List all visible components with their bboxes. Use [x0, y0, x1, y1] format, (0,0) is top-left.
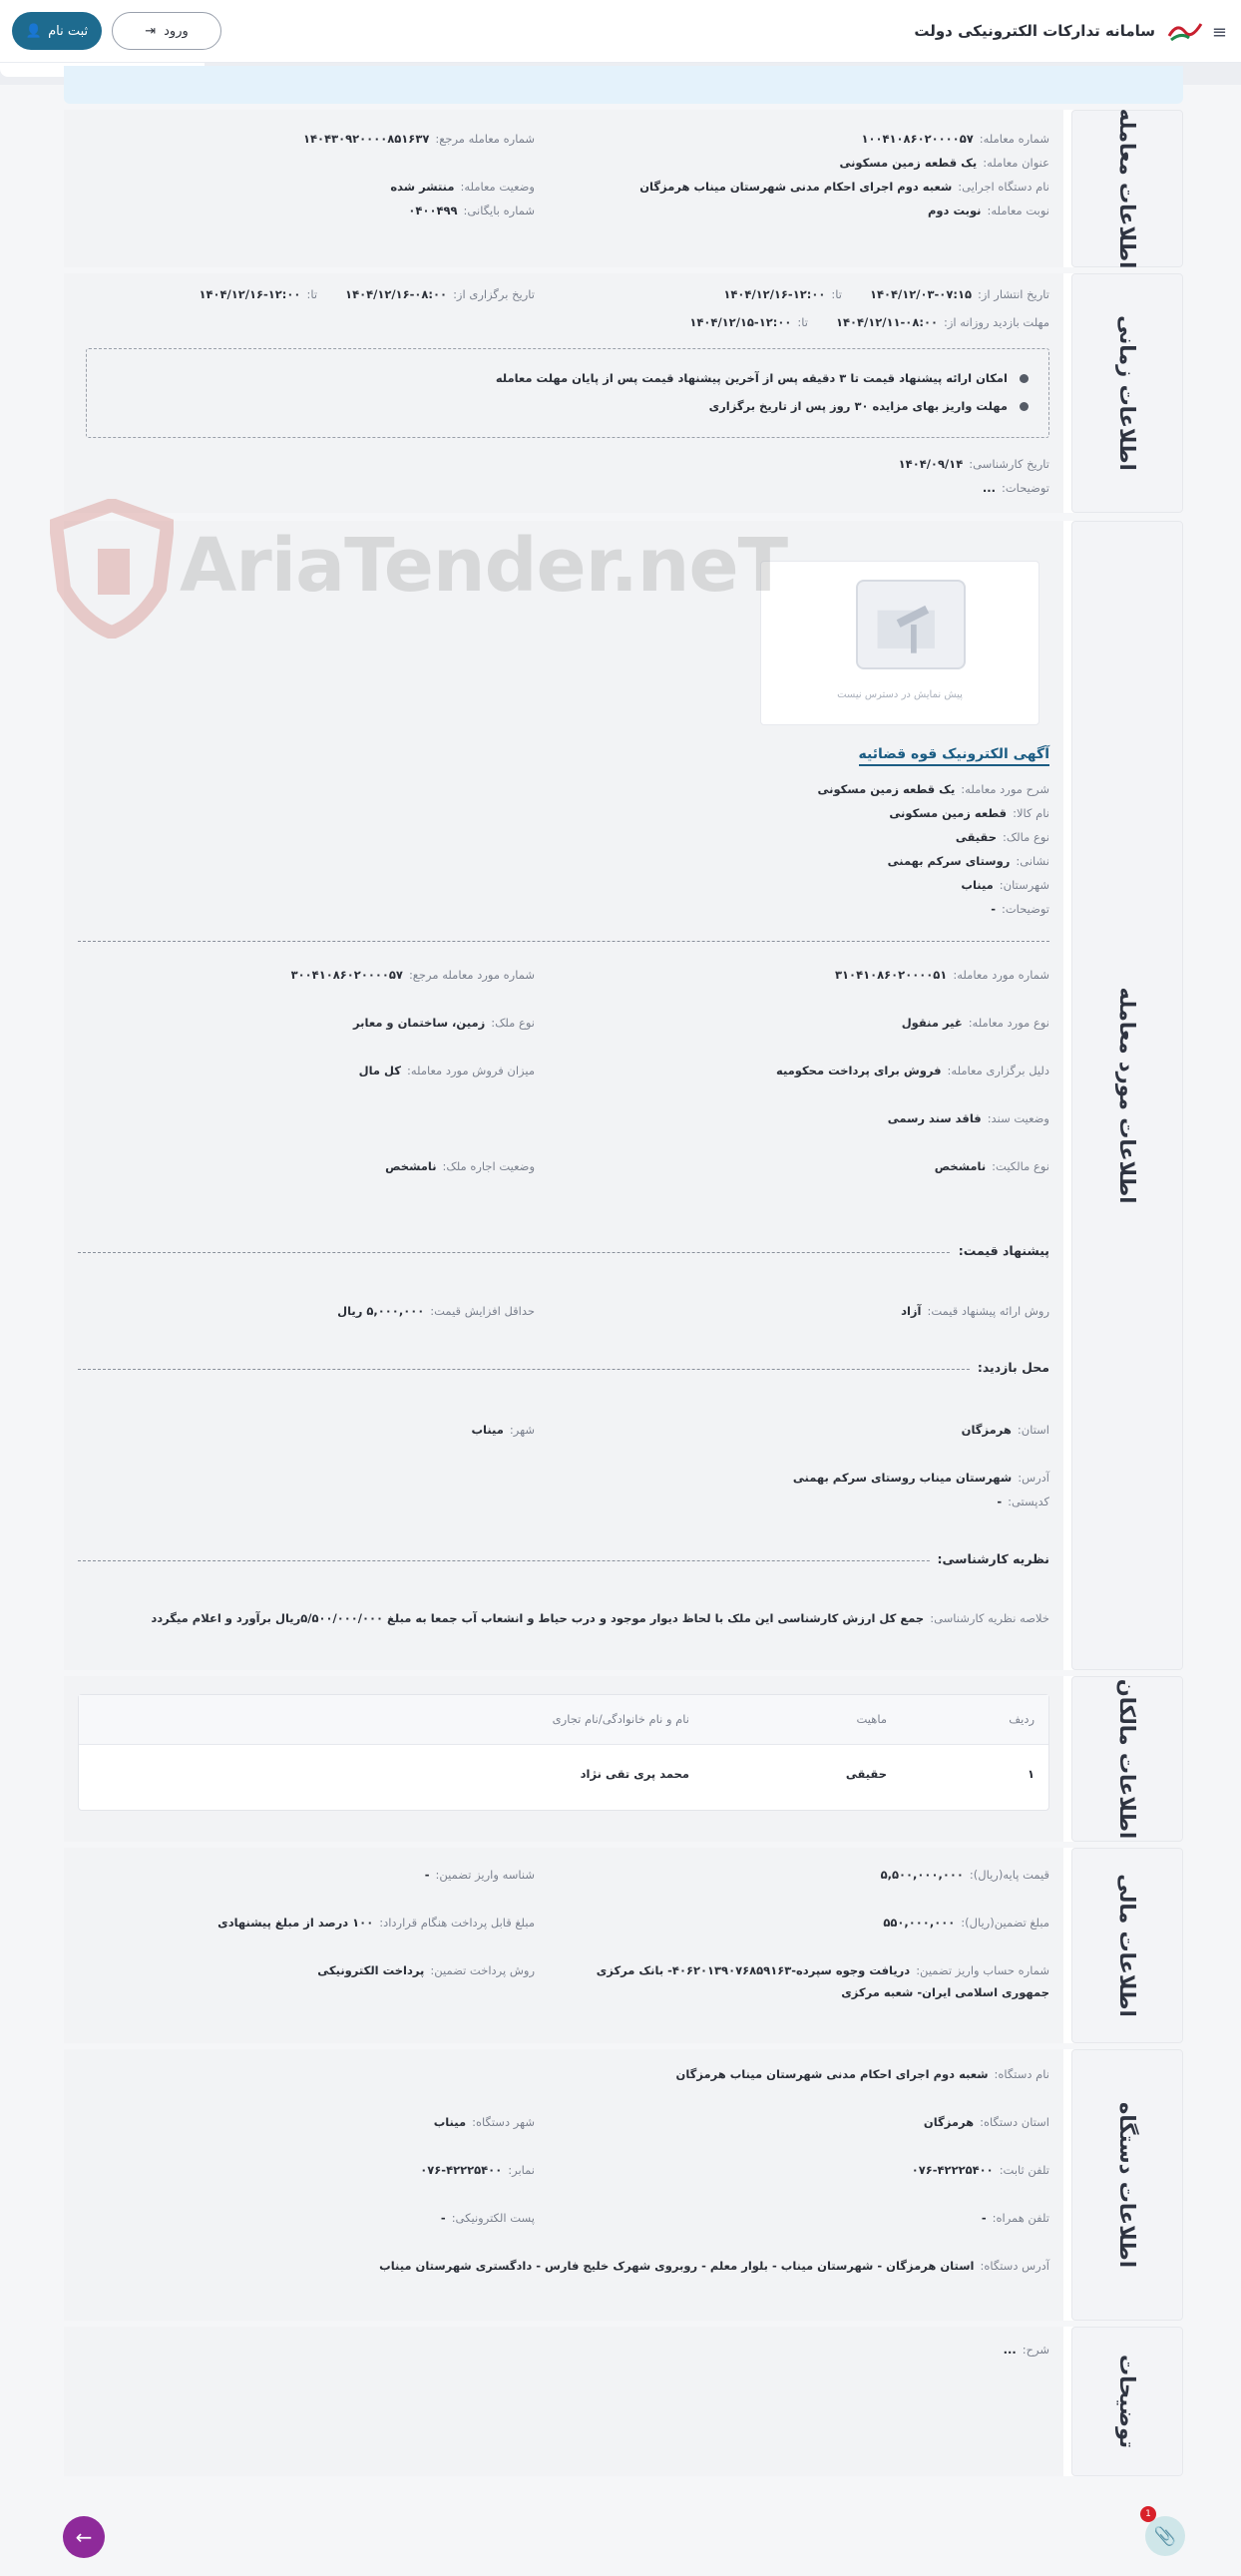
hold-to: ۱۴۰۴/۱۲/۱۶-۱۲:۰۰: [199, 287, 301, 301]
postal-label: کدپستی:: [1008, 1495, 1049, 1508]
desc-value: ...: [982, 481, 996, 495]
archive-label: شماره بایگانی:: [463, 204, 535, 217]
fax-value: ۰۷۶-۴۲۲۲۵۴۰۰: [420, 2163, 503, 2177]
section-side-title: اطلاعات مالی: [1071, 1848, 1183, 2043]
mobile-label: تلفن همراه:: [992, 2211, 1049, 2225]
agency-city-label: شهر دستگاه:: [472, 2115, 535, 2129]
county-label: شهرستان:: [999, 878, 1049, 892]
reason-value: فروش برای پرداخت محکومیه: [776, 1064, 942, 1077]
owner-type-label: نوع مالک:: [1003, 830, 1049, 844]
deposit-id-label: شناسه واریز تضمین:: [435, 1868, 535, 1882]
section-side-title: اطلاعات زمانی: [1071, 273, 1183, 513]
image-placeholder: [760, 561, 1039, 725]
divider: [78, 1252, 1049, 1253]
min-increase-label: حداقل افزایش قیمت:: [430, 1304, 535, 1318]
visit-address-label: آدرس:: [1018, 1471, 1049, 1485]
notes-value: -: [991, 902, 996, 916]
gavel-icon: [856, 580, 966, 669]
register-button[interactable]: [12, 12, 102, 50]
bullet-icon: [1020, 374, 1029, 383]
method-value: آزاد: [901, 1304, 922, 1318]
section-side-title: اطلاعات مورد معامله: [1071, 521, 1183, 1670]
login-label: ورود: [164, 23, 189, 39]
item-number: ۳۱۰۴۱۰۸۶۰۲۰۰۰۰۵۱: [835, 968, 948, 982]
arrow-left-icon: ←: [75, 2525, 93, 2549]
email-value: -: [440, 2211, 446, 2225]
paperclip-icon: 📎: [1153, 2525, 1177, 2547]
base-price-label: قیمت پایه(ریال):: [969, 1868, 1049, 1882]
agency-province: هرمزگان: [923, 2115, 975, 2129]
agency-section: [64, 2049, 1183, 2321]
attachments-badge: 1: [1140, 2506, 1156, 2522]
doc-status-label: وضعیت سند:: [987, 1111, 1049, 1125]
fax-label: نمابر:: [508, 2163, 535, 2177]
price-heading: پیشنهاد قیمت:: [951, 1243, 1049, 1258]
attachments-button[interactable]: [1145, 2516, 1185, 2556]
province-label: استان:: [1017, 1423, 1049, 1437]
item-number-label: شماره مورد معامله:: [953, 968, 1049, 982]
guarantee-label: مبلغ تضمین(ریال):: [961, 1916, 1049, 1930]
owner-type: حقیقی: [955, 830, 997, 844]
login-button[interactable]: [112, 12, 221, 50]
top-bar: [0, 0, 1241, 63]
agency-label: نام دستگاه اجرایی:: [958, 180, 1049, 194]
sale-amount: کل مال: [358, 1064, 401, 1077]
base-price: ۵,۵۰۰,۰۰۰,۰۰۰: [880, 1868, 964, 1882]
header-row-number: ردیف: [1009, 1712, 1034, 1726]
deal-title: یک قطعه زمین مسکونی: [839, 156, 978, 170]
expert-date: ۱۴۰۴/۰۹/۱۴: [898, 457, 964, 471]
owners-table: [78, 1694, 1049, 1811]
hold-label: تاریخ برگزاری از:: [453, 287, 535, 301]
agency-name: شعبه دوم اجرای احکام مدنی شهرستان میناب هرمزگان: [675, 2067, 989, 2081]
address-label: نشانی:: [1016, 854, 1049, 868]
login-icon: ⇥: [145, 23, 157, 39]
notice-item: امکان ارائه پیشنهاد قیمت تا ۳ دقیقه پس از آخرین پیشنهاد قیمت پس از پایان مهلت معامله: [495, 371, 1008, 385]
header-name: نام و نام خانوادگی/نام تجاری: [552, 1712, 689, 1726]
deal-info-section: [64, 110, 1183, 267]
postal-value: -: [997, 1495, 1003, 1508]
divider: [78, 1369, 1049, 1370]
reason-label: دلیل برگزاری معامله:: [947, 1064, 1049, 1077]
item-ref: ۳۰۰۴۱۰۸۶۰۲۰۰۰۰۵۷: [290, 968, 403, 982]
hold-from: ۱۴۰۴/۱۲/۱۶-۰۸:۰۰: [345, 287, 448, 301]
timing-section: [64, 273, 1183, 513]
city-label: شهر:: [509, 1423, 535, 1437]
alert-strip: [64, 66, 1183, 104]
image-caption: پیش نمایش در دسترس نیست: [837, 689, 963, 700]
agency-name: شعبه دوم اجرای احکام مدنی شهرستان میناب هرمزگان: [639, 180, 953, 194]
divider: [78, 1560, 1049, 1561]
expert-date-label: تاریخ کارشناسی:: [969, 457, 1049, 471]
ariatender-watermark: [50, 499, 788, 639]
status-label: وضعیت معامله:: [460, 180, 535, 194]
menu-icon[interactable]: ≡: [1211, 22, 1227, 43]
section-side-title: اطلاعات دستگاه: [1071, 2049, 1183, 2321]
phone-value: ۰۷۶-۴۲۲۲۵۴۰۰: [911, 2163, 994, 2177]
shield-logo-icon: [50, 499, 174, 639]
owner-type-cell: حقیقی: [845, 1767, 887, 1781]
ref-number-label: شماره معامله مرجع:: [435, 132, 535, 146]
ad-title-link[interactable]: آگهی الکترونیک قوه قضائیه: [859, 746, 1050, 766]
deal-number: ۱۰۰۴۱۰۸۶۰۲۰۰۰۰۵۷: [861, 132, 974, 146]
finance-section: [64, 1848, 1183, 2043]
ref-number: ۱۴۰۴۳۰۹۲۰۰۰۰۸۵۱۶۳۷: [303, 132, 430, 146]
setad-logo[interactable]: [1165, 18, 1205, 44]
notes-desc-label: شرح:: [1022, 2343, 1049, 2357]
province-value: هرمزگان: [961, 1423, 1012, 1437]
status-value: منتشر شده: [390, 180, 455, 194]
table-header: [79, 1695, 1048, 1745]
agency-address-label: آدرس دستگاه:: [980, 2259, 1049, 2273]
pay-method: پرداخت الکترونیکی: [317, 1963, 425, 1977]
publish-from: ۱۴۰۴/۱۲/۰۳-۰۷:۱۵: [869, 287, 972, 301]
city-value: میناب: [471, 1423, 504, 1437]
deposit-id: -: [424, 1868, 430, 1882]
contract-pay: ۱۰۰ درصد از مبلغ پیشنهادی: [217, 1916, 374, 1930]
expert-heading: نظریه کارشناسی:: [930, 1551, 1049, 1566]
ownership-label: نوع مالکیت:: [992, 1159, 1049, 1173]
visit-label: مهلت بازدید روزانه از:: [944, 315, 1049, 329]
to-label: تا:: [831, 287, 842, 301]
method-label: روش ارائه پیشنهاد قیمت:: [927, 1304, 1049, 1318]
turn-label: نوبت معامله:: [987, 204, 1049, 217]
doc-status: فاقد سند رسمی: [887, 1111, 982, 1125]
account-label: شماره حساب واریز تضمین:: [916, 1963, 1049, 1977]
back-button[interactable]: [63, 2516, 105, 2558]
county-value: میناب: [961, 878, 994, 892]
account-number: دریافت وجوه سپرده-۴۰۶۲۰۱۳۹۰۷۶۸۵۹۱۶۳- بانک مرکزی: [596, 1963, 911, 1977]
header-type: ماهیت: [856, 1712, 887, 1726]
desc-label: توضیحات:: [1001, 481, 1049, 495]
deal-title-label: عنوان معامله:: [983, 156, 1049, 170]
kind-value: غیر منقول: [901, 1016, 963, 1030]
kind-label: نوع مورد معامله:: [968, 1016, 1049, 1030]
notice-item: مهلت واریز بهای مزایده ۳۰ روز پس از تاریخ برگزاری: [708, 399, 1008, 413]
item-section: [64, 521, 1183, 1670]
to-label: تا:: [797, 315, 808, 329]
notice-box: [86, 348, 1049, 438]
account-bank: جمهوری اسلامی ایران- شعبه مرکزی: [841, 1985, 1049, 1999]
min-increase: ۵,۰۰۰,۰۰۰ ریال: [337, 1304, 425, 1318]
lease-label: وضعیت اجاره ملک:: [442, 1159, 535, 1173]
section-side-title: اطلاعات معامله: [1071, 110, 1183, 267]
bullet-icon: [1020, 402, 1029, 411]
agency-province-label: استان دستگاه:: [980, 2115, 1049, 2129]
owner-name-cell: محمد پری تقی نژاد: [580, 1767, 689, 1781]
section-side-title: اطلاعات مالکان: [1071, 1676, 1183, 1842]
expert-summary-label: خلاصه نظریه کارشناسی:: [930, 1611, 1049, 1625]
address-value: روستای سرکم بهمنی: [887, 854, 1011, 868]
row-number: ۱: [1027, 1767, 1034, 1781]
lease-value: نامشخص: [385, 1159, 437, 1173]
site-title: سامانه تدارکات الکترونیکی دولت: [914, 22, 1155, 40]
goods-label: نام کالا:: [1013, 806, 1049, 820]
agency-name-label: نام دستگاه:: [994, 2067, 1049, 2081]
contract-pay-label: مبلغ قابل پرداخت هنگام قرارداد:: [379, 1916, 535, 1930]
visit-to: ۱۴۰۴/۱۲/۱۵-۱۲:۰۰: [689, 315, 792, 329]
visit-address: شهرستان میناب روستای سرکم بهمنی: [792, 1471, 1013, 1485]
deal-number-label: شماره معامله:: [979, 132, 1049, 146]
pay-method-label: روش پرداخت تضمین:: [430, 1963, 535, 1977]
agency-city: میناب: [433, 2115, 467, 2129]
publish-to: ۱۴۰۴/۱۲/۱۶-۱۲:۰۰: [723, 287, 826, 301]
owners-section: [64, 1676, 1183, 1842]
property-type-label: نوع ملک:: [491, 1016, 535, 1030]
archive-value: ۰۴۰۰۴۹۹: [408, 204, 458, 217]
property-type: زمین، ساختمان و معابر: [353, 1016, 486, 1030]
guarantee-value: ۵۵۰,۰۰۰,۰۰۰: [883, 1916, 956, 1930]
visit-from: ۱۴۰۴/۱۲/۱۱-۰۸:۰۰: [835, 315, 938, 329]
notes-section: [64, 2327, 1183, 2476]
email-label: پست الکترونیکی:: [451, 2211, 535, 2225]
item-desc-label: شرح مورد معامله:: [961, 782, 1049, 796]
visit-heading: محل بازدید:: [970, 1360, 1049, 1375]
item-ref-label: شماره مورد معامله مرجع:: [408, 968, 535, 982]
ownership-value: نامشخص: [934, 1159, 987, 1173]
turn-value: نوبت دوم: [927, 204, 982, 217]
expert-summary: جمع کل ارزش کارشناسی این ملک با لحاظ دیوار موجود و درب حیاط و انشعاب آب جمعا به مبلغ ۵/۵۰۰/۰۰۰/۰۰۰ریال برآورد و اعلام میگردد: [151, 1611, 925, 1625]
phone-label: تلفن ثابت:: [999, 2163, 1049, 2177]
to-label: تا:: [306, 287, 318, 301]
section-side-title: توضیحات: [1071, 2327, 1183, 2476]
agency-address: استان هرمزگان - شهرستان میناب - بلوار معلم - روبروی شهرک خلیج فارس - دادگستری شهرستان میناب: [379, 2259, 975, 2273]
divider: [78, 941, 1049, 942]
item-desc: یک قطعه زمین مسکونی: [817, 782, 956, 796]
mobile-value: -: [981, 2211, 987, 2225]
notes-desc-value: ...: [1003, 2343, 1017, 2357]
sale-amount-label: میزان فروش مورد معامله:: [406, 1064, 535, 1077]
goods-value: قطعه زمین مسکونی: [889, 806, 1008, 820]
watermark-text: AriaTender.neT: [180, 523, 788, 609]
register-label: ثبت نام: [48, 23, 89, 39]
notes-label: توضیحات:: [1001, 902, 1049, 916]
add-user-icon: 👤: [25, 23, 43, 39]
publish-label: تاریخ انتشار از:: [978, 287, 1049, 301]
